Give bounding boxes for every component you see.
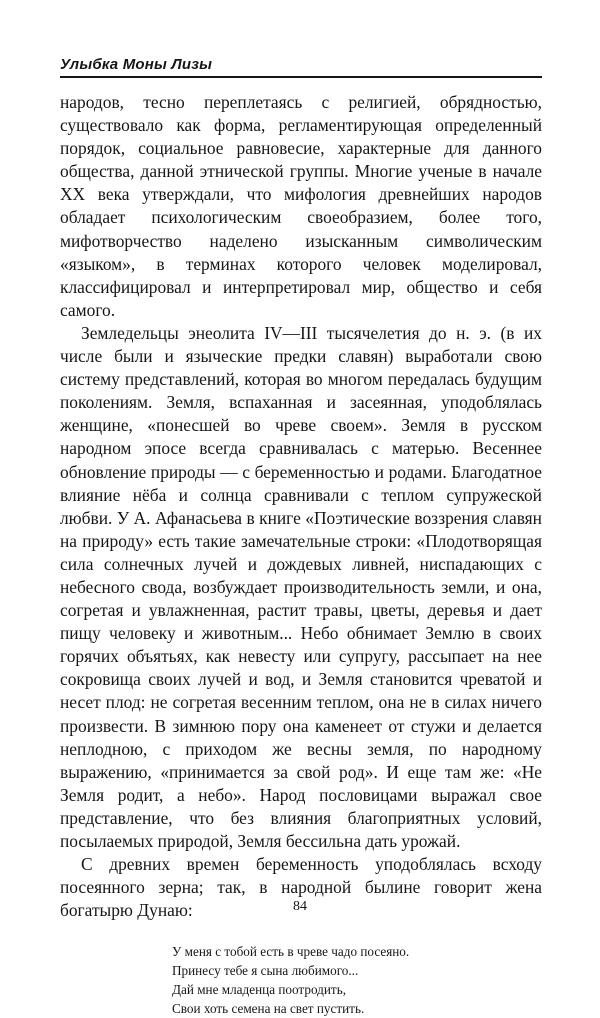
paragraph-2: Земледельцы энеолита IV—III тысячелетия до н. э. (в их числе были и языческие предки славян) выработали свою систему представлений, которая во многом передалась будущим поколениям. Земля, вспаханная и засеянная, уподоблялась женщине, «понесшей во чреве своем». Земля в русском народном эпосе всегда сравнивалась с матерью. Весеннее обновление природы — с беременностью и родами. Благодатное влияние нёба и солнца сравнивали с теплом супружеской любви. У А. Афанасьева в книге «Поэтические воззрения славян на природу» есть такие замечательные строки: «Плодотворящая сила солнечных лучей и дождевых ливней, ниспадающих с небесного свода, возбуждает производительность земли, и она, согретая и увлажненная, растит травы, цветы, деревья и дает пищу человеку и животным... Небо обнимает Землю в своих горячих объятьях, как невесту или супругу, рассыпает на нее сокровища своих лучей и вод, и Земля становится чреватой и несет плод: не согретая весенним теплом, она не в силах ничего произвести. В зимнюю пору она каменеет от стужи и делается неплодною, с приходом же весны земля, по народному выражению, «принимается за свой род». И еще там же: «Не Земля родит, а небо». Народ пословицами выражал свое представление, что без влияния благоприятных условий, посылаемых природой, Земля бессильна дать урожай. xyxy=(60,322,542,851)
verse-quote xyxy=(172,942,542,1018)
verse-line-4: Свои хоть семена на свет пустить. xyxy=(172,1001,365,1017)
verse-line-2: Принесу тебе я сына любимого... xyxy=(172,963,359,979)
verse-line-1: У меня с тобой есть в чреве чадо посеяно. xyxy=(172,944,410,960)
paragraph-1: народов, тесно переплетаясь с религией, обрядностью, существовало как форма, регламентирующая определенный порядок, социальное равновесие, характерные для данного общества, данной этнической группы. Многие ученые в начале XX века утверждали, что мифология древнейших народов обладает психологическим своеобразием, более того, мифотворчество наделено изысканным символическим «языком», в терминах которого человек моделировал, классифицировал и интерпретировал мир, общество и себя самого. xyxy=(60,92,542,320)
running-head: Улыбка Моны Лизы xyxy=(60,56,542,78)
page-number: 84 xyxy=(293,899,307,914)
book-page xyxy=(60,56,542,1018)
verse-line-3: Дай мне младенца поотродить, xyxy=(172,982,347,998)
paragraph-3: С древних времен беременность уподоблялась всходу посеянного зерна; так, в народной былине говорит жена богатырю Дунаю: xyxy=(60,854,542,921)
